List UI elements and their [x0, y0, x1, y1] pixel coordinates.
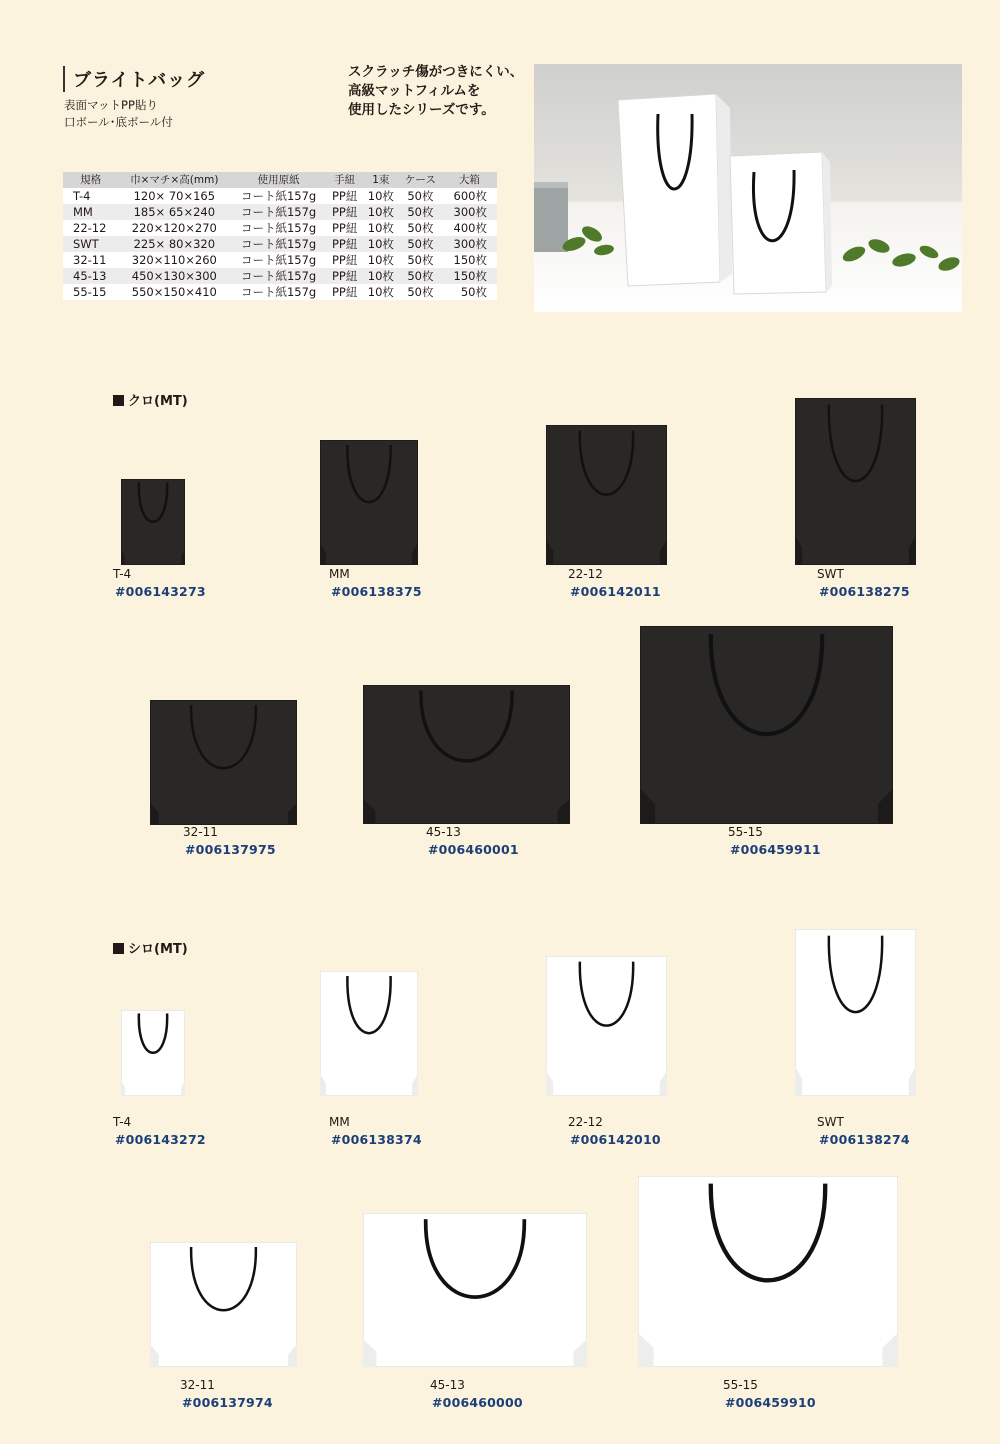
- bag-model-label: SWT: [817, 567, 844, 581]
- square-bullet-icon: [113, 395, 124, 406]
- spec-table-cell: PP紐: [327, 220, 363, 236]
- title-accent-bar: [63, 66, 65, 92]
- bag-product-code: #006143272: [115, 1132, 206, 1147]
- spec-table-cell: 50枚: [399, 188, 442, 204]
- spec-table-cell: 300枚: [442, 204, 497, 220]
- spec-table-cell: 120× 70×165: [118, 188, 230, 204]
- section-label-black: [113, 390, 188, 409]
- section-label-text: シロ(MT): [128, 942, 188, 957]
- spec-table-cell: 10枚: [363, 284, 400, 300]
- bag-model-label: 32-11: [183, 825, 218, 839]
- bag-image-white: [546, 956, 667, 1096]
- bag-product-code: #006138375: [331, 584, 422, 599]
- bag-product-code: #006142010: [570, 1132, 661, 1147]
- spec-table-cell: 22-12: [63, 220, 118, 236]
- spec-table-cell: 150枚: [442, 268, 497, 284]
- bag-product-code: #006138374: [331, 1132, 422, 1147]
- spec-table-cell: 550×150×410: [118, 284, 230, 300]
- spec-table-cell: 600枚: [442, 188, 497, 204]
- tagline: [348, 63, 523, 120]
- spec-table-cell: 50枚: [442, 284, 497, 300]
- spec-table-header: [63, 172, 497, 188]
- spec-table-cell: 10枚: [363, 220, 400, 236]
- spec-table-cell: コート紙157g: [230, 236, 326, 252]
- square-bullet-icon: [113, 943, 124, 954]
- spec-table-cell: 50枚: [399, 284, 442, 300]
- bag-model-label: 45-13: [430, 1378, 465, 1392]
- bag-image-black: [546, 425, 667, 565]
- spec-table-row: [63, 188, 497, 204]
- spec-table-cell: 50枚: [399, 252, 442, 268]
- bag-image-black: [150, 700, 297, 825]
- bag-product-code: #006460001: [428, 842, 519, 857]
- bag-image-black: [121, 479, 185, 565]
- bag-model-label: 22-12: [568, 567, 603, 581]
- bag-image-white: [150, 1242, 297, 1367]
- bag-product-code: #006460000: [432, 1395, 523, 1410]
- bag-model-label: MM: [329, 1115, 350, 1129]
- bag-image-white: [638, 1176, 898, 1367]
- spec-table-cell: 220×120×270: [118, 220, 230, 236]
- header-cell: ケース: [399, 172, 442, 188]
- spec-table-cell: 50枚: [399, 220, 442, 236]
- bag-model-label: 22-12: [568, 1115, 603, 1129]
- spec-table-cell: PP紐: [327, 204, 363, 220]
- bag-image-black: [320, 440, 418, 565]
- spec-table-cell: MM: [63, 204, 118, 220]
- subtitle-board: 口ボール･底ボール付: [64, 115, 173, 129]
- spec-table-cell: 10枚: [363, 236, 400, 252]
- bag-image-white: [795, 929, 916, 1096]
- bag-model-label: 32-11: [180, 1378, 215, 1392]
- spec-table-cell: 50枚: [399, 236, 442, 252]
- bag-product-code: #006137975: [185, 842, 276, 857]
- spec-table-cell: 10枚: [363, 252, 400, 268]
- spec-table-cell: T-4: [63, 188, 118, 204]
- spec-table: [63, 172, 497, 300]
- bag-product-code: #006138275: [819, 584, 910, 599]
- spec-table-cell: 320×110×260: [118, 252, 230, 268]
- header-cell: 規格: [63, 172, 118, 188]
- spec-table-cell: 450×130×300: [118, 268, 230, 284]
- bag-product-code: #006459910: [725, 1395, 816, 1410]
- bag-product-code: #006142011: [570, 584, 661, 599]
- product-photo-illustration: [534, 64, 962, 312]
- spec-table-row: [63, 268, 497, 284]
- spec-table-cell: PP紐: [327, 284, 363, 300]
- bag-image-black: [795, 398, 916, 565]
- product-photo: [534, 64, 962, 312]
- bag-image-white: [320, 971, 418, 1096]
- bag-model-label: 55-15: [728, 825, 763, 839]
- bag-image-white: [363, 1213, 587, 1367]
- subtitle-finish: 表面マットPP貼り: [64, 98, 158, 112]
- spec-table-cell: コート紙157g: [230, 252, 326, 268]
- bag-product-code: #006459911: [730, 842, 821, 857]
- spec-table-row: [63, 220, 497, 236]
- spec-table-cell: 10枚: [363, 188, 400, 204]
- spec-table-cell: コート紙157g: [230, 204, 326, 220]
- header-cell: 大箱: [442, 172, 497, 188]
- spec-table-cell: 225× 80×320: [118, 236, 230, 252]
- spec-table-cell: 185× 65×240: [118, 204, 230, 220]
- spec-table-cell: コート紙157g: [230, 284, 326, 300]
- spec-table-cell: 300枚: [442, 236, 497, 252]
- section-label-text: クロ(MT): [128, 394, 188, 409]
- spec-table-row: [63, 284, 497, 300]
- spec-table-cell: 45-13: [63, 268, 118, 284]
- bag-model-label: 45-13: [426, 825, 461, 839]
- spec-table-cell: コート紙157g: [230, 220, 326, 236]
- spec-table-row: [63, 252, 497, 268]
- spec-table-cell: 150枚: [442, 252, 497, 268]
- spec-table-cell: コート紙157g: [230, 268, 326, 284]
- spec-table-cell: 10枚: [363, 268, 400, 284]
- header-cell: 1束: [363, 172, 400, 188]
- spec-table-row: [63, 236, 497, 252]
- bag-image-white: [121, 1010, 185, 1096]
- spec-table-cell: 50枚: [399, 268, 442, 284]
- header-cell: 手紐: [327, 172, 363, 188]
- bag-product-code: #006138274: [819, 1132, 910, 1147]
- spec-table-cell: 55-15: [63, 284, 118, 300]
- spec-table-cell: PP紐: [327, 188, 363, 204]
- bag-model-label: T-4: [113, 567, 132, 581]
- spec-table-cell: 50枚: [399, 204, 442, 220]
- bag-product-code: #006143273: [115, 584, 206, 599]
- bag-product-code: #006137974: [182, 1395, 273, 1410]
- spec-table-row: [63, 204, 497, 220]
- bag-model-label: 55-15: [723, 1378, 758, 1392]
- page-title: ブライトバッグ: [73, 70, 206, 91]
- header-cell: 巾×マチ×高(mm): [118, 172, 230, 188]
- spec-table-cell: PP紐: [327, 236, 363, 252]
- bag-model-label: SWT: [817, 1115, 844, 1129]
- bag-image-black: [363, 685, 570, 824]
- bag-model-label: T-4: [113, 1115, 132, 1129]
- section-label-white: [113, 938, 188, 957]
- header-cell: 使用原紙: [230, 172, 326, 188]
- spec-table-cell: SWT: [63, 236, 118, 252]
- spec-table-cell: 400枚: [442, 220, 497, 236]
- tagline-line-3: 使用したシリーズです。: [348, 102, 495, 118]
- bag-model-label: MM: [329, 567, 350, 581]
- tagline-line-1: スクラッチ傷がつきにくい、: [348, 64, 524, 80]
- spec-table-cell: 10枚: [363, 204, 400, 220]
- tagline-line-2: 高級マットフィルムを: [348, 83, 481, 99]
- spec-table-cell: コート紙157g: [230, 188, 326, 204]
- spec-table-cell: PP紐: [327, 252, 363, 268]
- spec-table-cell: PP紐: [327, 268, 363, 284]
- bag-image-black: [640, 626, 893, 824]
- spec-table-cell: 32-11: [63, 252, 118, 268]
